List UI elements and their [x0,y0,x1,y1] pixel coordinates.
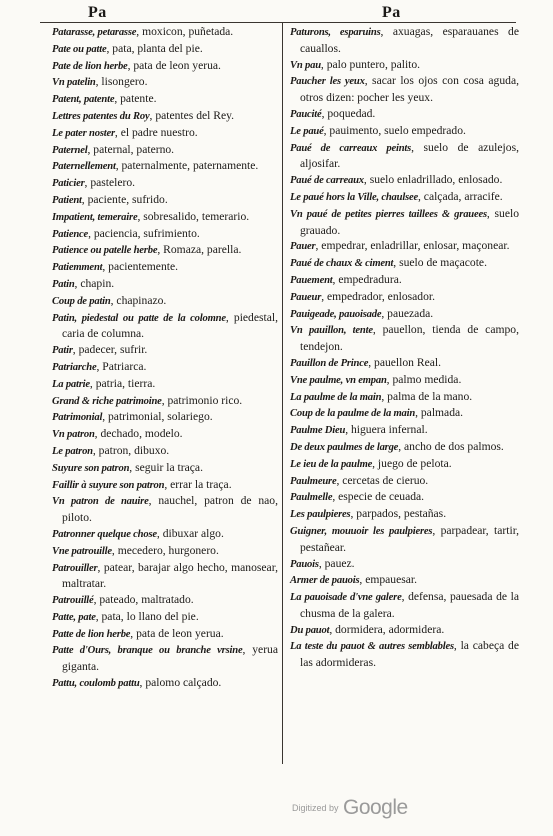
translation: , palmada. [415,406,464,420]
dictionary-entry [52,226,278,243]
headword: Patte d'Ours, branque ou branche vrsine [52,645,243,657]
headword: La paulme de la main [290,391,382,403]
headword: Patin, piedestal ou patte de la colomne [52,312,226,324]
translation: , pastelero. [84,176,136,190]
headword: Pauigeade, pauoisade [290,308,382,320]
translation: , calçada, arracife. [418,189,503,203]
headword: La patrie [52,378,90,390]
dictionary-entry [52,626,278,643]
dictionary-entry [290,289,519,306]
dictionary-entry [290,355,519,372]
dictionary-entry [290,506,519,523]
dictionary-entry [290,106,519,123]
dictionary-entry [52,276,278,293]
translation: , defensa, pauesada de la chusma de la galera. [300,590,519,620]
headword: Patarasse, petarasse [52,27,137,38]
translation: , seguir la traça. [129,460,203,474]
translation: , sobresalido, temerario. [137,209,250,223]
translation: , poquedad. [321,106,376,120]
headword: Faillir à suyure son patron [52,479,165,491]
translation: , paternal, paterno. [87,142,175,156]
headword: Pauillon de Prince [290,357,369,369]
translation: , patente. [114,92,157,106]
dictionary-entry [52,526,278,543]
translation: , el padre nuestro. [114,125,198,139]
headword: Vn patelin [52,77,96,89]
dictionary-entry [52,108,278,125]
headword: Paucité [290,108,322,120]
dictionary-entry [290,372,519,389]
headword: Patience [52,228,89,240]
dictionary-entry [290,57,519,74]
dictionary-entry [290,422,519,439]
headword: Le patron [52,445,93,457]
headword: Vn pau [290,59,321,71]
dictionary-entry [52,376,278,393]
dictionary-entry [290,389,519,406]
headword: Pauois [290,558,319,570]
headword: Paulmeure [290,475,337,487]
headword: Le pater noster [52,127,115,139]
dictionary-entry [290,172,519,189]
headword: Paternel [52,144,88,156]
dictionary-entry [52,543,278,560]
headword: Le paué hors la Ville, chaulsee [290,191,418,203]
headword: Paturons, esparuins [290,27,381,38]
headword: Vn patron [52,429,95,441]
translation: , juego de pelota. [372,456,452,470]
dictionary-entry [290,123,519,140]
translation: , higuera infernal. [345,423,428,437]
dictionary-entry [290,306,519,323]
translation: , paternalmente, paternamente. [115,159,259,173]
dictionary-entry [290,556,519,573]
dictionary-entry [290,272,519,289]
translation: , parpados, pestañas. [350,507,447,521]
translation: , piedestal, caria de columna. [62,310,278,341]
translation: , lisongero. [95,75,148,89]
headword: Suyure son patron [52,462,130,474]
translation: , sacar los ojos con cosa aguda, otros dizen: pocher les yeux. [300,74,519,105]
dictionary-entry [52,158,278,175]
translation: , suelo grauado. [300,206,519,237]
headword: Armer de pauois [290,575,360,587]
headword: Patriarche [52,361,97,373]
dictionary-entry [290,523,519,556]
headword: Paulmelle [290,492,333,504]
dictionary-entry [52,142,278,159]
dictionary-entry [290,622,519,639]
headword: Patrouiller [52,562,98,574]
translation: , empedrador, enlosador. [321,289,436,303]
translation: , palma de la mano. [381,389,473,403]
headword: Patience ou patelle herbe [52,245,158,257]
translation: , moxicon, puñetada. [136,25,234,38]
headword: Patronner quelque chose [52,528,157,540]
translation: , empauesar. [359,573,418,587]
headword: Vn pauillon, tente [290,325,373,337]
dictionary-entry [290,24,519,57]
translation: , parpadear, tartir, pestañear. [300,523,519,554]
translation: , dechado, modelo. [94,427,183,441]
dictionary-entry [290,255,519,272]
dictionary-entry [52,342,278,359]
translation: , la cabeça de las adormideras. [300,639,519,670]
translation: , paciencia, sufrimiento. [88,226,200,240]
headword: Patrimonial [52,412,103,424]
headword: Patrouillé [52,595,94,607]
dictionary-entry [290,473,519,490]
headword: Pauement [290,274,333,286]
translation: , especie de ceuada. [332,490,425,504]
headword: Paué de chaux & ciment [290,258,394,270]
dictionary-entry [290,140,519,173]
headword: Impatient, temeraire [52,211,138,223]
headword: Patin [52,278,75,290]
headword: Patiemment [52,262,103,274]
translation: , palo puntero, palito. [320,57,421,71]
headword: Grand & riche patrimoine [52,395,162,407]
headword: Pate de lion herbe [52,60,128,72]
headword: Le paué [290,125,324,137]
translation: , pacientemente. [102,260,179,274]
digitized-by-text: Digitized by [292,803,339,813]
headword: Vne paulme, vn empan [290,374,387,386]
dictionary-entry [52,293,278,310]
dictionary-entry [52,409,278,426]
headword: Coup de patin [52,295,111,307]
translation: , pata de leon yerua. [130,626,224,640]
dictionary-entry [52,24,278,41]
translation: , pata, planta del pie. [106,41,203,55]
translation: , chapinazo. [110,293,167,307]
headword: Patte, pate [52,611,96,623]
translation: , pateado, maltratado. [93,593,194,607]
dictionary-entry [52,259,278,276]
dictionary-entry [52,175,278,192]
dictionary-entry [290,439,519,456]
translation: , pauellon, tienda de campo, tendejon. [300,323,519,354]
dictionary-entry [290,238,519,255]
translation: , chapin. [74,276,115,290]
headword: Paué de carreaux [290,175,364,187]
dictionary-entry [52,592,278,609]
dictionary-entry [52,74,278,91]
dictionary-entry [52,493,278,526]
digitized-watermark [292,796,408,820]
headword: Guigner, mouuoir les paulpieres [290,525,433,537]
translation: , pauez. [318,556,355,570]
dictionary-entry [290,489,519,506]
translation: , empedradura. [332,272,402,286]
translation: , axuagas, esparauanes de cauallos. [300,25,519,55]
dictionary-entry [52,460,278,477]
dictionary-entry [52,359,278,376]
translation: , cercetas de cieruo. [336,473,429,487]
headword: De deux paulmes de large [290,441,399,453]
headword: Pattu, coulomb pattu [52,678,140,690]
column-divider [282,22,283,764]
translation: , pata, lo llano del pie. [95,609,199,623]
headword: Paticier [52,178,85,190]
headword: La pauoisade d'vne galere [290,592,402,604]
translation: , padecer, sufrir. [72,343,148,357]
dictionary-entry [52,192,278,209]
dictionary-entry [52,41,278,58]
dictionary-entry [290,189,519,206]
translation: , mecedero, hurgonero. [111,543,219,557]
translation: , errar la traça. [164,477,232,491]
translation: , Romaza, parella. [157,243,242,257]
headword: Du pauot [290,624,330,636]
translation: , yerua giganta. [62,643,278,674]
headword: Paué de carreaux peints [290,142,412,154]
dictionary-entry [290,456,519,473]
headword: Paternellement [52,161,116,173]
translation: , nauchel, patron de nao, piloto. [62,494,278,525]
headword: La teste du pauot & autres semblables [290,641,454,653]
translation: , patrimonio rico. [161,393,243,407]
dictionary-entry [52,675,278,692]
dictionary-entry [290,206,519,239]
google-logo: Google [342,796,408,819]
headword: Lettres patentes du Roy [52,110,150,122]
headword: Patient [52,194,82,206]
dictionary-entry [52,477,278,494]
headword: Paulme Dieu [290,425,346,437]
translation: , dibuxar algo. [156,526,224,540]
dictionary-entry [52,426,278,443]
left-column [52,24,278,692]
dictionary-entry [290,572,519,589]
dictionary-entry [52,560,278,593]
translation: , empedrar, enladrillar, enlosar, maçonear. [315,239,510,253]
headword: Patir [52,345,73,357]
headword: Paucher les yeux [290,76,365,88]
translation: , patrimonial, solariego. [102,410,213,424]
translation: , pauellon Real. [368,355,441,369]
dictionary-entry [52,58,278,75]
translation: , suelo de maçacote. [393,256,487,270]
translation: , paciente, sufrido. [81,192,168,206]
headword: Patte de lion herbe [52,628,131,640]
headword: Le ieu de la paulme [290,458,373,470]
dictionary-entry [290,638,519,671]
headword: Les paulpieres [290,509,351,521]
translation: , patentes del Rey. [149,108,235,122]
translation: , suelo enladrillado, enlosado. [363,173,503,187]
dictionary-entry [52,209,278,226]
headword: Vn paué de petites pierres taillees & grauees [290,208,487,220]
page-header-right: Pa [382,4,401,21]
translation: , pata de leon yerua. [127,58,221,72]
translation: , pauimento, suelo empedrado. [323,123,466,137]
headword: Pate ou patte [52,43,107,55]
translation: , Patriarca. [96,359,147,373]
dictionary-entry [52,443,278,460]
dictionary-entry [290,73,519,106]
translation: , patear, barajar algo hecho, manosear, maltratar. [62,560,278,591]
dictionary-entry [52,642,278,675]
header-rule [40,22,516,23]
dictionary-entry [290,589,519,622]
translation: , patria, tierra. [89,376,156,390]
dictionary-entry [52,91,278,108]
page-header-left: Pa [88,4,107,21]
dictionary-entry [52,310,278,343]
headword: Pauer [290,241,316,253]
right-column [290,24,519,671]
headword: Vne patrouille [52,545,112,557]
dictionary-entry [290,322,519,355]
dictionary-entry [52,609,278,626]
dictionary-entry [290,405,519,422]
headword: Coup de la paulme de la main [290,408,416,420]
dictionary-entry [52,242,278,259]
translation: , suelo de azulejos, aljosifar. [300,140,519,171]
translation: , pauezada. [381,306,434,320]
translation: , dormidera, adormidera. [329,622,445,636]
dictionary-entry [52,393,278,410]
headword: Paueur [290,291,322,303]
translation: , palomo calçado. [139,676,222,690]
headword: Patent, patente [52,94,115,106]
translation: , palmo medida. [386,372,462,386]
dictionary-entry [52,125,278,142]
translation: , patron, dibuxo. [92,443,170,457]
translation: , ancho de dos palmos. [398,439,504,453]
headword: Vn patron de nauire [52,496,149,508]
